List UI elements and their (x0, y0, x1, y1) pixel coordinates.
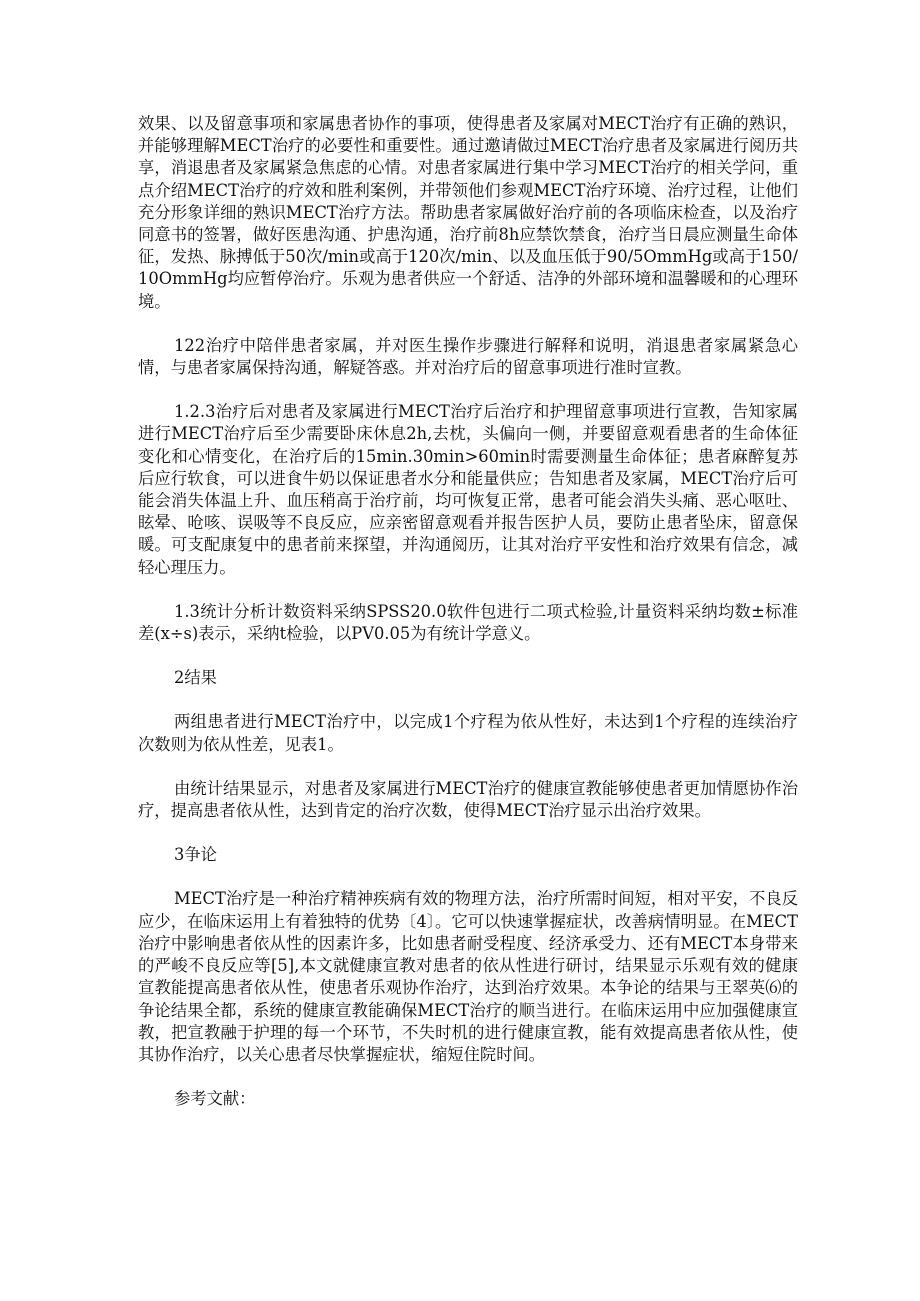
paragraph-continuation: 效果、以及留意事项和家属患者协作的事项，使得患者及家属对MECT治疗有正确的熟识，并能够理解MECT治疗的必要性和重要性。通过邀请做过MECT治疗患者及家属进行阅历共享，消退患者及家属紧急焦虑的心情。对患者家属进行集中学习MECT治疗的相关学问，重点介绍MECT治疗的疗效和胜利案例，并带领他们参观MECT治疗环境、治疗过程，让他们充分形象详细的熟识MECT治疗方法。帮助患者家属做好治疗前的各项临床检查，以及治疗同意书的签署，做好医患沟通、护患沟通，治疗前8h应禁饮禁食，治疗当日晨应测量生命体征，发热、脉搏低于50次/min或高于120次/min、以及血压低于90/5OmmHg或高于150/10OmmHg均应暂停治疗。乐观为患者供应一个舒适、洁净的外部环境和温馨暖和的心理环境。 (138, 114, 798, 311)
paragraph-1-2-3: 1.2.3治疗后对患者及家属进行MECT治疗后治疗和护理留意事项进行宣教，告知家属进行MECT治疗后至少需要卧床休息2h,去枕，头偏向一侧，并要留意观看患者的生命体征变化和心情变化，在治疗后的15min.30min>60min时需要测量生命体征；患者麻醉复苏后应行软食，可以进食牛奶以保证患者水分和能量供应；告知患者及家属，MECT治疗后可能会消失体温上升、血压稍高于治疗前，均可恢复正常，患者可能会消失头痛、恶心呕吐、眩晕、呛咳、误吸等不良反应，应亲密留意观看并报告医护人员，要防止患者坠床，留意保暖。可支配康复中的患者前来探望，并沟通阅历，让其对治疗平安性和治疗效果有信念，减轻心理压力。 (138, 402, 798, 577)
section-heading-results: 2结果 (174, 668, 217, 688)
paragraph-gap (138, 822, 798, 844)
paragraph-gap (138, 689, 798, 711)
paragraph-gap (138, 1066, 798, 1088)
paragraph-1-2-2: 122治疗中陪伴患者家属，并对医生操作步骤进行解释和说明，消退患者家属紧急心情，与患者家属保持沟通，解疑答惑。并对治疗后的留意事项进行准时宣教。 (138, 335, 798, 378)
paragraph-gap (138, 379, 798, 401)
paragraph-gap (138, 866, 798, 888)
paragraph-discussion: MECT治疗是一种治疗精神疾病有效的物理方法，治疗所需时间短，相对平安，不良反应少，在临床运用上有着独特的优势〔4〕。它可以快速掌握症状，改善病情明显。在MECT治疗中影响患者依从性的因素许多，比如患者耐受程度、经济承受力、还有MECT本身带来的严峻不良反应等[5],本文就健康宣教对患者的依从性进行研讨，结果显示乐观有效的健康宣教能提高患者依从性，使患者乐观协作治疗，达到治疗效果。本争论的结果与王翠英⑹的争论结果全都，系统的健康宣教能确保MECT治疗的顺当进行。在临床运用中应加强健康宣教，把宣教融于护理的每一个环节，不失时机的进行健康宣教，能有效提高患者依从性，使其协作治疗，以关心患者尽快掌握症状，缩短住院时间。 (138, 889, 798, 1064)
paragraph-results-1: 两组患者进行MECT治疗中，以完成1个疗程为依从性好，未达到1个疗程的连续治疗次数则为依从性差，见表1。 (138, 712, 798, 754)
paragraph-results-2: 由统计结果显示，对患者及家属进行MECT治疗的健康宣教能够使患者更加情愿协作治疗，提高患者依从性，达到肯定的治疗次数，使得MECT治疗显示出治疗效果。 (138, 778, 798, 821)
paragraph-gap (138, 313, 798, 335)
paragraph-1-3-statistics: 1.3统计分析计数资料采纳SPSS20.0软件包进行二项式检验,计量资料采纳均数±标准差(x÷s)表示，采纳t检验，以PV0.05为有统计学意义。 (138, 601, 798, 644)
section-heading-discussion: 3争论 (174, 845, 217, 865)
document-page (138, 113, 798, 1110)
paragraph-gap (138, 645, 798, 667)
section-heading-references: 参考文献： (174, 1089, 256, 1109)
paragraph-gap (138, 579, 798, 601)
paragraph-gap (138, 756, 798, 778)
